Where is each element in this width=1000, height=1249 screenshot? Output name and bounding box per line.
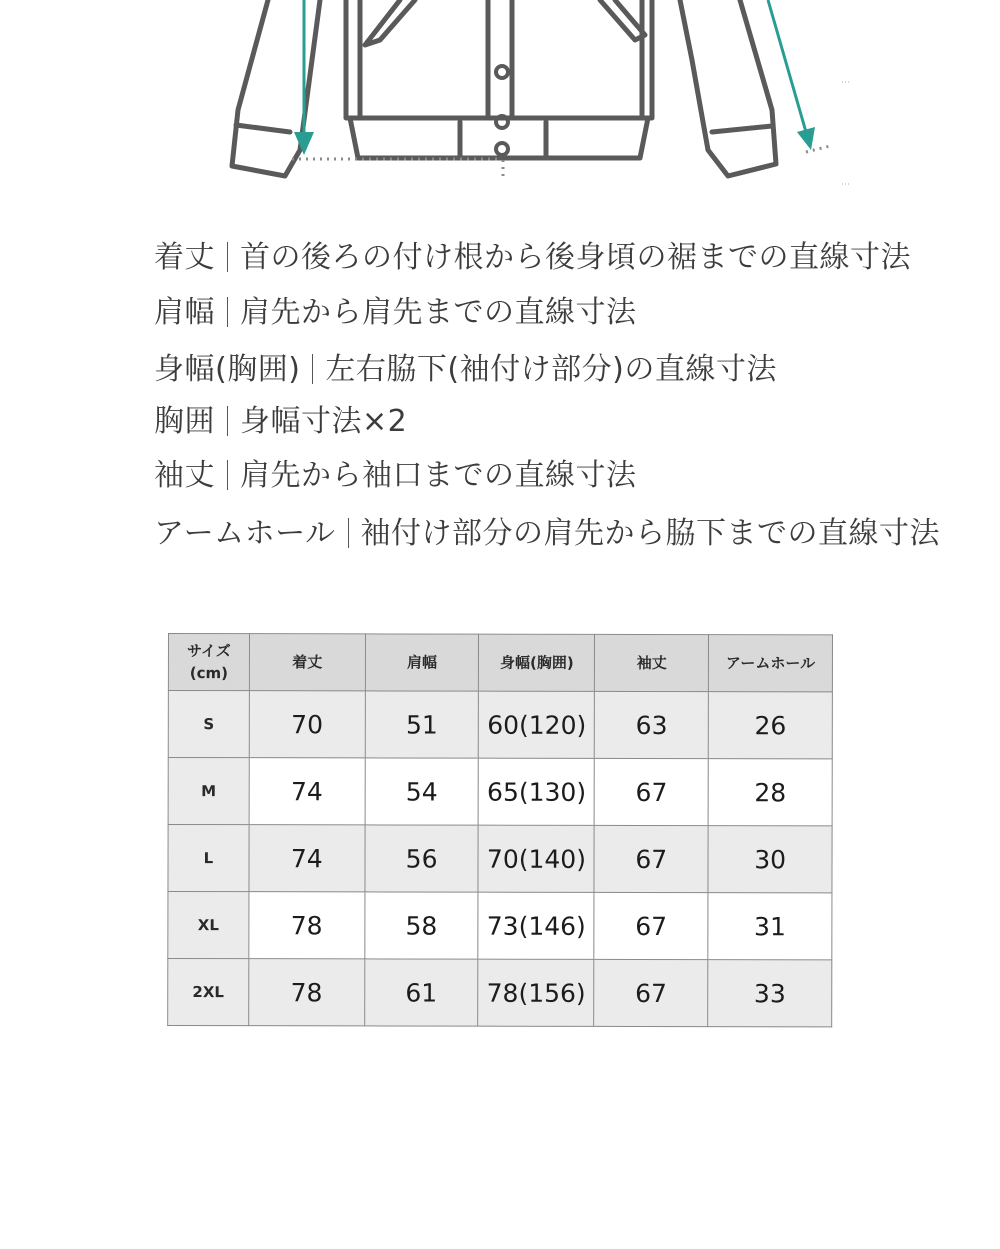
body-width-cell: 78(156)	[478, 959, 594, 1026]
armhole-cell: 31	[708, 893, 832, 960]
shoulder-cell: 54	[365, 758, 479, 825]
sleeve-cell: 67	[594, 892, 708, 959]
separator	[348, 518, 349, 548]
sleeve-cell: 67	[595, 758, 709, 825]
sleeve-cell: 67	[594, 959, 708, 1026]
table-header-row	[168, 634, 832, 692]
sleeve-cell: 67	[594, 825, 708, 892]
definition-term: 身幅(胸囲)	[154, 352, 301, 387]
definition-term: 肩幅	[154, 295, 215, 330]
size-cell: S	[168, 691, 249, 758]
definition-row	[154, 238, 911, 278]
button-icon	[496, 116, 508, 128]
table-row	[168, 959, 832, 1027]
left-sleeve-outline	[232, 0, 320, 176]
separator	[227, 242, 228, 272]
definition-term: 着丈	[154, 240, 215, 275]
header-size	[168, 634, 249, 691]
button-icon	[496, 143, 508, 155]
definition-description: 身幅寸法×2	[240, 404, 408, 439]
size-cell: M	[168, 758, 249, 825]
definition-description: 肩先から袖口までの直線寸法	[240, 458, 637, 493]
definition-term: アームホール	[154, 516, 336, 551]
button-icon	[496, 66, 508, 78]
header-size-label: サイズ	[186, 642, 231, 661]
body-width-cell: 70(140)	[478, 825, 594, 892]
definition-term: 胸囲	[154, 404, 215, 439]
separator	[227, 460, 228, 490]
shoulder-cell: 61	[364, 959, 478, 1026]
definition-row	[154, 293, 637, 333]
length-cell: 78	[249, 959, 365, 1026]
jacket-measurement-illustration	[0, 0, 1000, 200]
armhole-cell: 30	[708, 826, 832, 893]
table-row	[168, 758, 832, 826]
definition-row	[154, 402, 407, 442]
body-width-cell: 73(146)	[478, 892, 594, 959]
shoulder-cell: 58	[364, 892, 478, 959]
header-sleeve: 袖丈	[595, 634, 709, 691]
size-cell: 2XL	[168, 959, 249, 1026]
size-cell: L	[168, 825, 249, 892]
definition-description: 肩先から肩先までの直線寸法	[240, 295, 637, 330]
armhole-cell: 33	[708, 960, 832, 1027]
table-row	[168, 825, 832, 893]
header-armhole: アームホール	[709, 635, 833, 692]
definition-term: 袖丈	[154, 458, 215, 493]
header-size-unit: (cm)	[189, 664, 228, 683]
length-cell: 74	[249, 758, 365, 825]
definition-row	[154, 350, 777, 390]
right-sleeve-outline	[680, 0, 776, 176]
jacket-body-outline	[346, 0, 652, 118]
header-shoulder: 肩幅	[365, 634, 479, 691]
definition-description: 首の後ろの付け根から後身頃の裾までの直線寸法	[240, 240, 911, 275]
length-cell: 70	[249, 691, 365, 758]
definition-row	[154, 514, 940, 554]
table-row	[168, 691, 832, 759]
separator	[227, 406, 228, 436]
definition-description: 袖付け部分の肩先から脇下までの直線寸法	[360, 516, 940, 551]
armhole-cell: 26	[708, 692, 832, 759]
definition-description: 左右脇下(袖付け部分)の直線寸法	[325, 352, 777, 387]
sleeve-cell: 63	[595, 691, 709, 758]
length-cell: 74	[249, 825, 365, 892]
shoulder-cell: 51	[365, 691, 479, 758]
separator	[227, 297, 228, 327]
header-length: 着丈	[249, 634, 365, 691]
definition-row	[154, 456, 637, 496]
shoulder-cell: 56	[365, 825, 479, 892]
separator	[312, 354, 313, 384]
size-chart-table	[167, 633, 833, 1027]
armhole-cell: 28	[708, 759, 832, 826]
body-width-cell: 65(130)	[479, 758, 595, 825]
table-row	[168, 892, 832, 960]
size-cell: XL	[168, 892, 249, 959]
body-width-cell: 60(120)	[479, 691, 595, 758]
header-body-width: 身幅(胸囲)	[479, 634, 595, 691]
length-cell: 78	[249, 892, 365, 959]
